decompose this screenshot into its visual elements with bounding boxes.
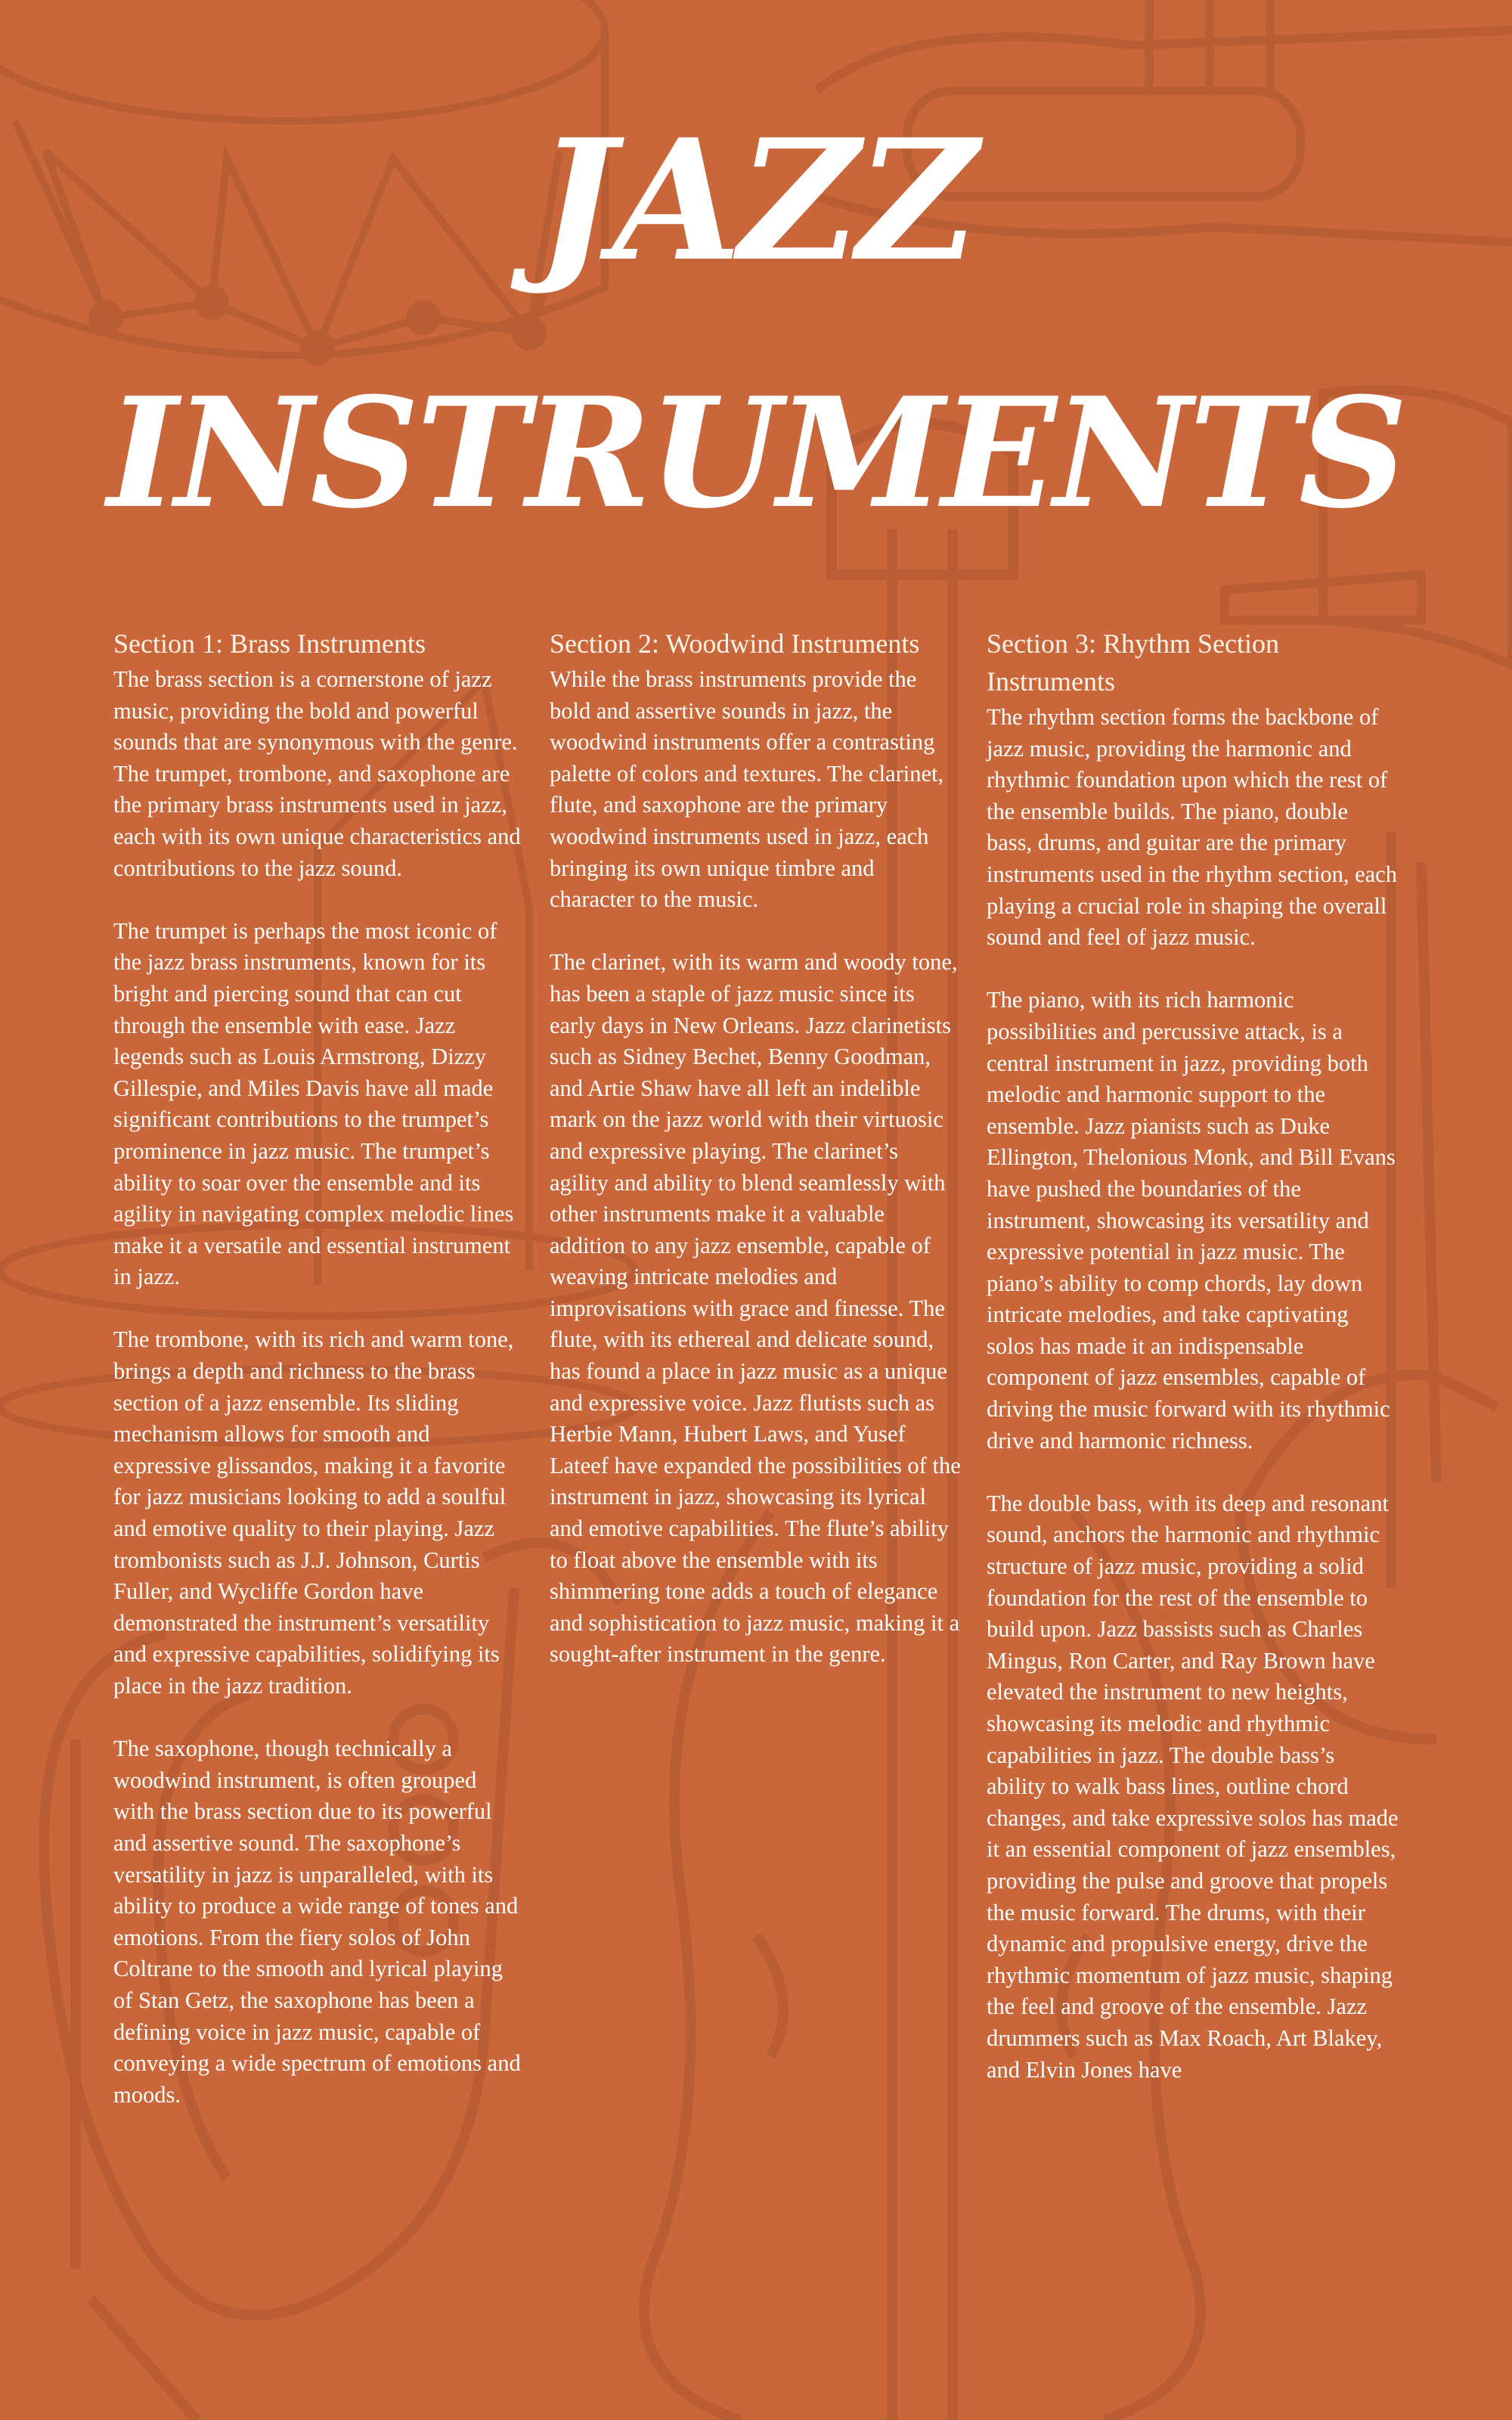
section-paragraph: The saxophone, though technically a woodwind instrument, is often grouped with the brass section due to its powerful and assertive sound. The saxophone’s versatility in jazz is unparalleled, with its ability to produce a wide range of tones and emotions. From the fiery solos of John Coltrane to the smooth and lyrical playing of Stan Getz, the saxophone has been a defining voice in jazz music, capable of conveying a wide spectrum of emotions and moods. bbox=[113, 1736, 521, 2108]
section-paragraph: The trumpet is perhaps the most iconic of the jazz brass instruments, known for its bright and piercing sound that can cut through the ensemble with ease. Jazz legends such as Louis Armstrong, Dizzy Gillespie, and Miles Davis have all made significant contributions to the trumpet’s prominence in jazz music. The trumpet’s ability to soar over the ensemble and its agility in navigating complex melodic lines make it a versatile and essential instrument in jazz. bbox=[113, 917, 514, 1290]
title-line-2: INSTRUMENTS bbox=[107, 365, 1405, 542]
section-paragraph: The double bass, with its deep and resonant sound, anchors the harmonic and rhythmic structure of jazz music, providing a solid foundation for the rest of the ensemble to build upon. Jazz bassists such as Charles Mingus, Ron Carter, and Ray Brown have elevated the instrument to new heights, showcasing its melodic and rhythmic capabilities in jazz. The double bass’s ability to walk bass lines, outline chord changes, and take expressive solos has made it an essential component of jazz ensembles, providing the pulse and groove that propels the music forward. The drums, with their dynamic and propulsive energy, drive the rhythmic momentum of jazz music, shaping the feel and groove of the ensemble. Jazz drummers such as Max Roach, Art Blakey, and Elvin Jones have bbox=[987, 1490, 1399, 2083]
section-heading: Section 2: Woodwind Instruments bbox=[550, 628, 920, 659]
section-paragraph: While the brass instruments provide the bold and assertive sounds in jazz, the woodwind instruments offer a contrasting palette of colors and textures. The clarinet, flute, and saxophone are the primary woodwind instruments used in jazz, each bringing its own unique timbre and character to the music. bbox=[550, 666, 944, 913]
section-paragraph: The clarinet, with its warm and woody tone, has been a staple of jazz music since its early days in New Orleans. Jazz clarinetists such as Sidney Bechet, Benny Goodman, and Artie Shaw have all left an indelible mark on the jazz world with their virtuosic and expressive playing. The clarinet’s agility and ability to blend seamlessly with other instruments make it a valuable addition to any jazz ensemble, capable of weaving intricate melodies and improvisations with grace and finesse. The flute, with its ethereal and delicate sound, has found a place in jazz music as a unique and expressive voice. Jazz flutists such as Herbie Mann, Hubert Laws, and Yusef Lateef have expanded the possibilities of the instrument in jazz, showcasing its lyrical and emotive capabilities. The flute’s ability to float above the ensemble with its shimmering tone adds a touch of elegance and sophistication to jazz music, making it a sought-after instrument in the genre. bbox=[550, 949, 961, 1668]
section-paragraph: The rhythm section forms the backbone of jazz music, providing the harmonic and rhythmic foundation upon which the rest of the ensemble builds. The piano, double bass, drums, and guitar are the primary instruments used in the rhythm section, each playing a crucial role in shaping the overall sound and feel of jazz music. bbox=[987, 704, 1397, 951]
section-heading: Section 3: Rhythm Section Instruments bbox=[987, 628, 1279, 697]
poster-title bbox=[0, 102, 1512, 542]
section-paragraph: The piano, with its rich harmonic possibilities and percussive attack, is a central instrument in jazz, providing both melodic and harmonic support to the ensemble. Jazz pianists such as Duke Ellington, Thelonious Monk, and Bill Evans have pushed the boundaries of the instrument, showcasing its versatility and expressive potential in jazz music. The piano’s ability to comp chords, lay down intricate melodies, and take captivating solos has made it an indispensable component of jazz ensembles, capable of driving the music forward with its rhythmic drive and harmonic richness. bbox=[987, 987, 1396, 1454]
section-paragraph: The brass section is a cornerstone of jazz music, providing the bold and powerful sounds that are synonymous with the genre. The trumpet, trombone, and saxophone are the primary brass instruments used in jazz, each with its own unique characteristics and contributions to the jazz sound. bbox=[113, 666, 521, 881]
section-paragraph: The trombone, with its rich and warm tone, brings a depth and richness to the brass section of a jazz ensemble. Its sliding mechanism allows for smooth and expressive glissandos, making it a favorite for jazz musicians looking to add a soulful and emotive quality to their playing. Jazz trombonists such as J.J. Johnson, Curtis Fuller, and Wycliffe Gordon have demonstrated the instrument’s versatility and expressive capabilities, solidifying its place in the jazz tradition. bbox=[113, 1326, 514, 1699]
section-heading: Section 1: Brass Instruments bbox=[113, 628, 426, 659]
title-line-1: JAZZ bbox=[537, 102, 975, 298]
section-woodwind-column bbox=[550, 625, 962, 1702]
section-brass-column bbox=[113, 625, 522, 2142]
section-rhythm-column bbox=[987, 625, 1399, 2118]
